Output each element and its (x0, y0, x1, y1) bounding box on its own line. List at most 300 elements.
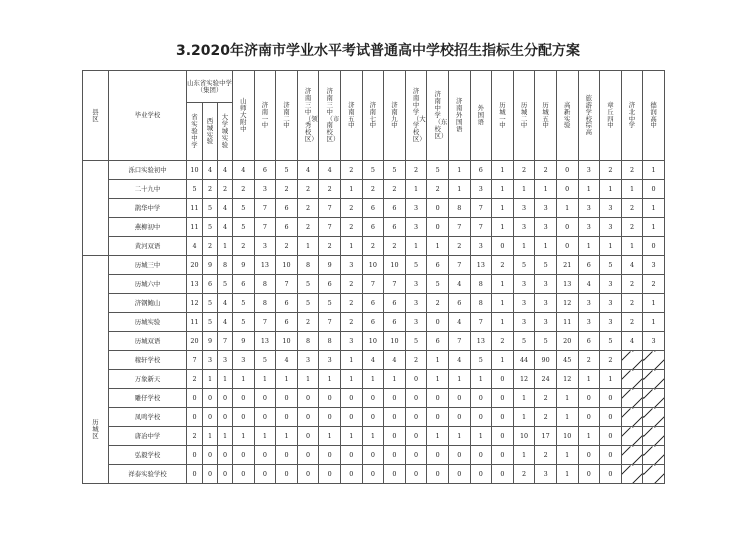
value-cell: 5 (203, 294, 218, 313)
value-cell: 3 (470, 237, 492, 256)
value-cell: 1 (492, 161, 514, 180)
column-header: 济北中学 (621, 71, 643, 161)
value-cell: 5 (405, 332, 427, 351)
value-cell: 12 (556, 294, 578, 313)
value-cell: 2 (233, 180, 255, 199)
value-cell: 0 (600, 465, 622, 484)
value-cell: 0 (276, 408, 298, 427)
column-header: 济南中学（东校区） (427, 71, 449, 161)
value-cell: 0 (276, 446, 298, 465)
value-cell: 2 (340, 275, 362, 294)
value-cell: 1 (340, 427, 362, 446)
value-cell: 9 (233, 256, 255, 275)
value-cell (621, 370, 643, 389)
table-row (83, 332, 665, 351)
value-cell (621, 351, 643, 370)
value-cell: 2 (427, 294, 449, 313)
value-cell: 0 (405, 370, 427, 389)
value-cell: 0 (203, 446, 218, 465)
value-cell: 3 (405, 199, 427, 218)
value-cell: 2 (362, 180, 384, 199)
value-cell: 3 (203, 351, 218, 370)
value-cell: 0 (405, 408, 427, 427)
school-cell: 泺口实验初中 (109, 161, 187, 180)
value-cell: 0 (340, 389, 362, 408)
value-cell: 7 (470, 313, 492, 332)
value-cell: 2 (621, 313, 643, 332)
value-cell: 13 (470, 256, 492, 275)
value-cell: 0 (556, 161, 578, 180)
value-cell: 0 (187, 389, 203, 408)
value-cell: 2 (621, 218, 643, 237)
table-row (83, 465, 665, 484)
value-cell: 6 (470, 161, 492, 180)
value-cell: 1 (643, 161, 665, 180)
value-cell: 5 (600, 256, 622, 275)
value-cell: 0 (384, 408, 406, 427)
value-cell: 3 (254, 180, 276, 199)
value-cell: 1 (643, 199, 665, 218)
value-cell: 2 (621, 199, 643, 218)
value-cell: 6 (362, 313, 384, 332)
value-cell: 10 (556, 427, 578, 446)
value-cell: 2 (405, 161, 427, 180)
value-cell: 4 (578, 275, 600, 294)
value-cell: 4 (203, 161, 218, 180)
value-cell: 0 (384, 389, 406, 408)
table-row (83, 370, 665, 389)
value-cell: 1 (513, 389, 535, 408)
value-cell: 2 (621, 161, 643, 180)
value-cell: 3 (319, 351, 341, 370)
value-cell: 5 (384, 161, 406, 180)
value-cell: 3 (254, 237, 276, 256)
value-cell: 0 (187, 408, 203, 427)
value-cell: 4 (319, 161, 341, 180)
value-cell: 1 (340, 351, 362, 370)
school-cell: 历城三中 (109, 256, 187, 275)
value-cell: 10 (276, 256, 298, 275)
value-cell: 0 (643, 237, 665, 256)
school-cell: 祥泰实验学校 (109, 465, 187, 484)
value-cell: 2 (600, 161, 622, 180)
value-cell: 0 (578, 408, 600, 427)
value-cell: 3 (405, 218, 427, 237)
value-cell (621, 389, 643, 408)
value-cell: 6 (448, 294, 470, 313)
value-cell: 2 (297, 313, 319, 332)
value-cell: 0 (319, 408, 341, 427)
value-cell: 1 (513, 237, 535, 256)
value-cell: 9 (203, 332, 218, 351)
value-cell: 0 (203, 408, 218, 427)
value-cell: 2 (187, 427, 203, 446)
value-cell: 5 (427, 161, 449, 180)
value-cell: 20 (556, 332, 578, 351)
value-cell: 4 (218, 313, 233, 332)
value-cell (621, 427, 643, 446)
value-cell: 0 (427, 199, 449, 218)
value-cell: 7 (470, 199, 492, 218)
value-cell: 1 (233, 370, 255, 389)
column-header: 章丘四中 (600, 71, 622, 161)
value-cell: 0 (427, 465, 449, 484)
value-cell: 4 (233, 161, 255, 180)
value-cell: 5 (535, 332, 557, 351)
value-cell: 4 (276, 351, 298, 370)
value-cell: 1 (535, 237, 557, 256)
value-cell: 3 (535, 294, 557, 313)
table-row (83, 256, 665, 275)
value-cell: 3 (600, 313, 622, 332)
school-cell: 历城双语 (109, 332, 187, 351)
value-cell: 3 (535, 218, 557, 237)
column-header: 济南外国语 (448, 71, 470, 161)
value-cell: 5 (535, 256, 557, 275)
value-cell: 3 (297, 351, 319, 370)
value-cell: 0 (319, 465, 341, 484)
value-cell: 3 (513, 199, 535, 218)
column-header: 高新实验 (556, 71, 578, 161)
table-row (83, 389, 665, 408)
value-cell: 1 (340, 370, 362, 389)
value-cell: 0 (427, 218, 449, 237)
value-cell: 3 (600, 294, 622, 313)
value-cell: 0 (233, 408, 255, 427)
value-cell: 1 (535, 180, 557, 199)
value-cell: 1 (492, 275, 514, 294)
value-cell: 3 (643, 256, 665, 275)
value-cell: 1 (218, 370, 233, 389)
column-header: 德润高中 (643, 71, 665, 161)
value-cell: 0 (218, 389, 233, 408)
value-cell: 0 (362, 389, 384, 408)
value-cell: 2 (340, 294, 362, 313)
value-cell: 7 (448, 332, 470, 351)
school-cell: 二十九中 (109, 180, 187, 199)
column-header: 济南一中 (254, 71, 276, 161)
value-cell: 3 (535, 465, 557, 484)
value-cell: 3 (600, 199, 622, 218)
value-cell: 2 (340, 161, 362, 180)
value-cell: 5 (187, 180, 203, 199)
column-header: 历城一中 (492, 71, 514, 161)
value-cell: 4 (384, 351, 406, 370)
value-cell: 1 (578, 237, 600, 256)
value-cell: 2 (340, 313, 362, 332)
value-cell: 3 (535, 199, 557, 218)
value-cell: 10 (384, 332, 406, 351)
value-cell: 3 (233, 351, 255, 370)
school-cell: 凤鸣学校 (109, 408, 187, 427)
value-cell: 0 (427, 408, 449, 427)
value-cell: 2 (203, 237, 218, 256)
value-cell: 5 (203, 199, 218, 218)
district-header: 县区 (83, 71, 109, 161)
value-cell: 3 (470, 180, 492, 199)
value-cell: 2 (384, 180, 406, 199)
value-cell: 10 (362, 256, 384, 275)
value-cell: 1 (203, 370, 218, 389)
value-cell: 7 (384, 275, 406, 294)
value-cell: 6 (233, 275, 255, 294)
value-cell: 1 (492, 294, 514, 313)
value-cell: 5 (362, 161, 384, 180)
value-cell: 0 (643, 180, 665, 199)
value-cell: 4 (218, 199, 233, 218)
value-cell: 1 (448, 180, 470, 199)
value-cell: 90 (535, 351, 557, 370)
value-cell: 5 (233, 294, 255, 313)
value-cell: 1 (297, 370, 319, 389)
value-cell: 5 (513, 332, 535, 351)
value-cell: 0 (276, 389, 298, 408)
value-cell: 1 (492, 351, 514, 370)
value-cell: 3 (405, 313, 427, 332)
value-cell: 6 (276, 218, 298, 237)
value-cell: 0 (556, 237, 578, 256)
value-cell: 7 (276, 275, 298, 294)
value-cell: 0 (233, 389, 255, 408)
value-cell: 0 (492, 237, 514, 256)
value-cell: 1 (556, 389, 578, 408)
school-cell: 济钢鲍山 (109, 294, 187, 313)
table-row (83, 408, 665, 427)
column-header: 济南中学（大学校区） (405, 71, 427, 161)
value-cell: 0 (578, 389, 600, 408)
value-cell: 3 (340, 332, 362, 351)
table-row (83, 351, 665, 370)
value-cell: 7 (254, 218, 276, 237)
value-cell: 3 (513, 275, 535, 294)
value-cell: 6 (427, 256, 449, 275)
value-cell: 6 (578, 332, 600, 351)
value-cell: 5 (233, 313, 255, 332)
value-cell: 13 (254, 332, 276, 351)
value-cell: 4 (218, 218, 233, 237)
value-cell: 1 (319, 427, 341, 446)
table-row (83, 180, 665, 199)
value-cell: 1 (427, 351, 449, 370)
value-cell: 4 (218, 161, 233, 180)
value-cell: 6 (427, 332, 449, 351)
column-header: 济南七中 (362, 71, 384, 161)
district-cell: 历城区 (83, 256, 109, 484)
value-cell: 0 (362, 408, 384, 427)
table-row (83, 161, 665, 180)
value-cell: 4 (297, 161, 319, 180)
value-cell: 1 (621, 237, 643, 256)
value-cell: 2 (427, 180, 449, 199)
value-cell: 6 (319, 275, 341, 294)
value-cell: 0 (578, 446, 600, 465)
value-cell: 2 (362, 237, 384, 256)
value-cell: 0 (254, 446, 276, 465)
value-cell: 1 (218, 427, 233, 446)
value-cell: 1 (556, 446, 578, 465)
value-cell: 0 (427, 389, 449, 408)
value-cell: 1 (448, 427, 470, 446)
value-cell: 0 (362, 465, 384, 484)
value-cell: 0 (405, 389, 427, 408)
value-cell: 3 (513, 294, 535, 313)
school-cell: 黄河双语 (109, 237, 187, 256)
value-cell: 5 (233, 218, 255, 237)
value-cell: 1 (621, 180, 643, 199)
value-cell: 1 (578, 370, 600, 389)
value-cell: 0 (600, 408, 622, 427)
column-header: 外国语 (470, 71, 492, 161)
value-cell: 7 (187, 351, 203, 370)
value-cell: 1 (340, 180, 362, 199)
value-cell: 3 (535, 275, 557, 294)
value-cell: 1 (643, 218, 665, 237)
value-cell: 3 (643, 332, 665, 351)
table-row (83, 294, 665, 313)
value-cell (621, 408, 643, 427)
value-cell: 6 (276, 199, 298, 218)
value-cell: 5 (297, 294, 319, 313)
value-cell: 2 (297, 218, 319, 237)
value-cell (621, 446, 643, 465)
value-cell: 17 (535, 427, 557, 446)
value-cell: 1 (448, 161, 470, 180)
value-cell: 3 (405, 275, 427, 294)
value-cell: 2 (233, 237, 255, 256)
value-cell: 7 (254, 199, 276, 218)
value-cell: 0 (427, 446, 449, 465)
value-cell: 1 (513, 446, 535, 465)
value-cell: 1 (643, 294, 665, 313)
value-cell: 1 (492, 313, 514, 332)
value-cell: 2 (276, 237, 298, 256)
value-cell (643, 351, 665, 370)
page-title: 3.2020年济南市学业水平考试普通高中学校招生指标生分配方案 (175, 43, 581, 59)
value-cell: 1 (600, 370, 622, 389)
value-cell: 4 (362, 351, 384, 370)
column-header: 旅游学校综高 (578, 71, 600, 161)
value-cell: 1 (556, 199, 578, 218)
value-cell: 24 (535, 370, 557, 389)
value-cell: 0 (203, 389, 218, 408)
value-cell: 11 (187, 313, 203, 332)
value-cell: 8 (297, 332, 319, 351)
value-cell: 4 (448, 313, 470, 332)
value-cell: 0 (556, 218, 578, 237)
value-cell: 0 (340, 465, 362, 484)
value-cell: 1 (556, 465, 578, 484)
value-cell: 6 (362, 218, 384, 237)
value-cell: 2 (535, 408, 557, 427)
column-header: 历城二中 (513, 71, 535, 161)
value-cell: 5 (470, 351, 492, 370)
value-cell: 5 (297, 275, 319, 294)
value-cell: 11 (187, 218, 203, 237)
value-cell: 0 (384, 427, 406, 446)
value-cell: 5 (203, 313, 218, 332)
value-cell: 2 (276, 180, 298, 199)
value-cell: 13 (254, 256, 276, 275)
value-cell (643, 408, 665, 427)
value-cell: 2 (513, 161, 535, 180)
value-cell: 1 (600, 180, 622, 199)
value-cell: 6 (578, 256, 600, 275)
column-header: 济南三中（市南校区） (319, 71, 341, 161)
value-cell: 5 (600, 332, 622, 351)
value-cell: 0 (297, 427, 319, 446)
value-cell: 13 (187, 275, 203, 294)
value-cell: 3 (600, 275, 622, 294)
value-cell: 13 (556, 275, 578, 294)
value-cell: 0 (470, 446, 492, 465)
value-cell: 2 (535, 161, 557, 180)
value-cell (643, 370, 665, 389)
value-cell: 1 (556, 408, 578, 427)
value-cell: 3 (578, 313, 600, 332)
value-cell: 1 (492, 180, 514, 199)
value-cell: 5 (276, 161, 298, 180)
school-cell: 弘毅学校 (109, 446, 187, 465)
value-cell: 0 (492, 446, 514, 465)
value-cell: 1 (643, 313, 665, 332)
value-cell: 1 (470, 427, 492, 446)
value-cell: 0 (492, 408, 514, 427)
value-cell: 2 (203, 180, 218, 199)
table-row (83, 218, 665, 237)
column-header: 山师大附中 (233, 71, 255, 161)
value-cell: 2 (340, 218, 362, 237)
value-cell: 0 (405, 465, 427, 484)
value-cell: 2 (340, 199, 362, 218)
value-cell: 5 (427, 275, 449, 294)
value-cell: 8 (448, 199, 470, 218)
column-header: 济南九中 (384, 71, 406, 161)
value-cell: 0 (600, 446, 622, 465)
value-cell: 3 (578, 294, 600, 313)
value-cell: 0 (276, 465, 298, 484)
value-cell: 0 (405, 446, 427, 465)
value-cell: 2 (578, 351, 600, 370)
value-cell: 5 (233, 199, 255, 218)
value-cell: 1 (203, 427, 218, 446)
value-cell: 3 (340, 256, 362, 275)
value-cell: 1 (405, 237, 427, 256)
value-cell: 0 (600, 389, 622, 408)
value-cell: 0 (448, 408, 470, 427)
value-cell: 2 (448, 237, 470, 256)
value-cell: 0 (340, 408, 362, 427)
value-cell: 5 (513, 256, 535, 275)
value-cell: 3 (578, 218, 600, 237)
value-cell: 1 (470, 370, 492, 389)
value-cell: 0 (405, 427, 427, 446)
value-cell: 4 (621, 332, 643, 351)
value-cell: 2 (643, 275, 665, 294)
value-cell: 4 (187, 237, 203, 256)
value-cell: 0 (233, 446, 255, 465)
column-header: 省实验中学 (187, 103, 203, 161)
value-cell: 1 (254, 370, 276, 389)
value-cell: 0 (448, 446, 470, 465)
column-header: 济南二中 (276, 71, 298, 161)
value-cell: 1 (578, 180, 600, 199)
value-cell (643, 389, 665, 408)
value-cell: 2 (513, 465, 535, 484)
value-cell: 9 (203, 256, 218, 275)
value-cell (643, 465, 665, 484)
value-cell: 44 (513, 351, 535, 370)
value-cell: 7 (218, 332, 233, 351)
